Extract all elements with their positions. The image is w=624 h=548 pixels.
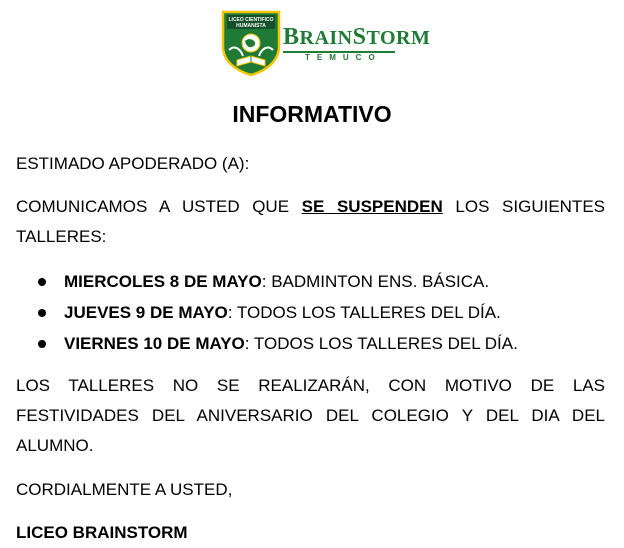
intro-after: LOS SIGUIENTES TALLERES: [16,197,605,246]
list-item-detail: : TODOS LOS TALLERES DEL DÍA. [244,334,518,353]
greeting: ESTIMADO APODERADO (A): [16,154,250,173]
workshop-list [36,266,518,359]
shield-text-line1: LICEO CIENTIFICO [228,17,274,23]
school-logo [221,10,431,76]
list-item-day: MIERCOLES 8 DE MAYO [64,272,262,291]
shield-crest-icon [221,10,281,76]
bullet-icon [38,278,46,286]
brand-city: TEMUCO [305,53,382,62]
list-item-day: JUEVES 9 DE MAYO [64,303,228,322]
bullet-icon [38,309,46,317]
document-title: INFORMATIVO [232,101,392,127]
signature: LICEO BRAINSTORM [16,523,188,542]
list-item [36,266,518,297]
brand-name: BRAINSTORM [283,24,431,50]
list-item [36,328,518,359]
reason-paragraph: LOS TALLERES NO SE REALIZARÁN, CON MOTIVO DE LAS FESTIVIDADES DEL ANIVERSARIO DEL COLEGIO Y DEL DIA DEL ALUMNO. [16,376,605,455]
bullet-icon [38,340,46,348]
intro-paragraph [16,192,605,252]
intro-emphasis: SE SUSPENDEN [301,197,443,216]
list-item-detail: : TODOS LOS TALLERES DEL DÍA. [227,303,501,322]
list-item-day: VIERNES 10 DE MAYO [64,334,245,353]
closing: CORDIALMENTE A USTED, [16,480,233,499]
intro-before: COMUNICAMOS A USTED QUE [16,197,302,216]
list-item-detail: : BADMINTON ENS. BÁSICA. [261,272,490,291]
list-item [36,297,518,328]
shield-text-line2: HUMANISTA [236,23,266,29]
